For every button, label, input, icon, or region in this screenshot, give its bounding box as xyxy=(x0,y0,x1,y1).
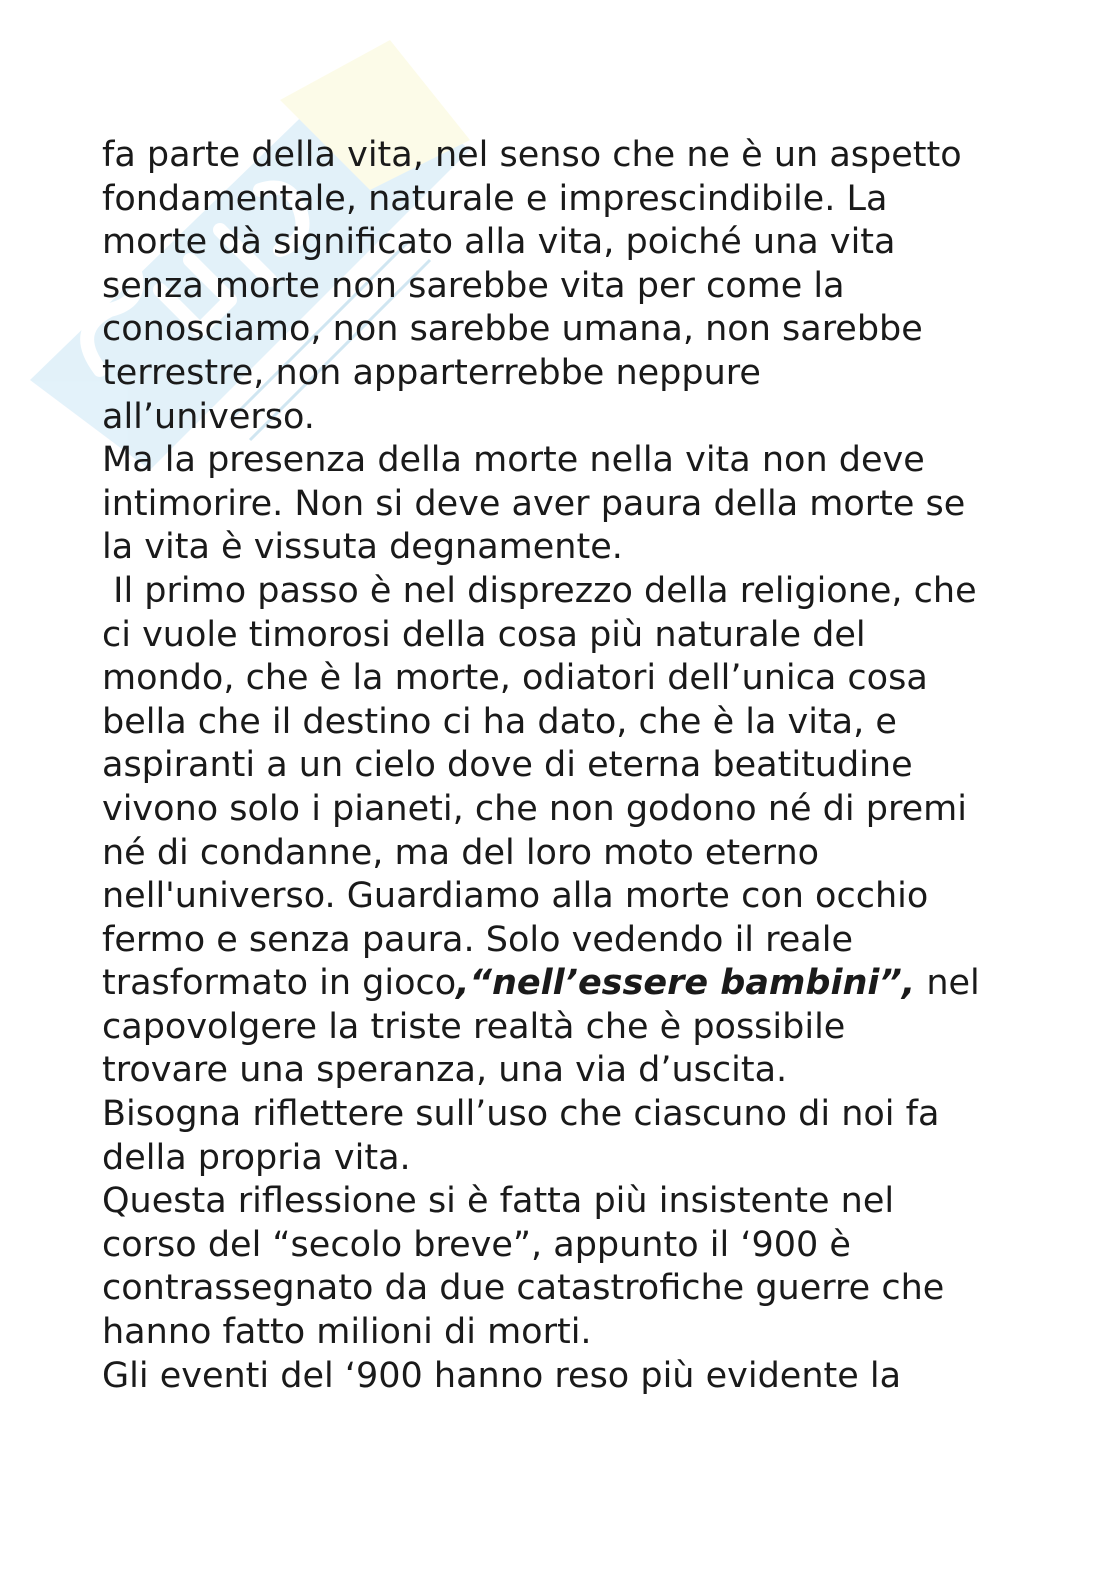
text-line: conosciamo, non sarebbe umana, non sarebbe xyxy=(102,309,923,350)
body-text xyxy=(102,134,1062,1398)
text-line: Gli eventi del ‘900 hanno reso più evidente la xyxy=(102,1355,902,1396)
text-line: fa parte della vita, nel senso che ne è un aspetto xyxy=(102,135,962,175)
text-line: corso del “secolo breve”, appunto il ‘900 è xyxy=(102,1224,851,1265)
text-line: all’universo. xyxy=(102,396,315,437)
text-line: la vita è vissuta degnamente. xyxy=(102,527,623,568)
text-line: capovolgere la triste realtà che è possibile xyxy=(102,1006,846,1047)
text-fragment: trasformato in gioco xyxy=(102,963,457,1004)
text-line: ci vuole timorosi della cosa più naturale del xyxy=(102,614,866,655)
text-line: né di condanne, ma del loro moto eterno xyxy=(102,832,820,873)
text-fragment: nel xyxy=(915,963,980,1004)
text-line: Ma la presenza della morte nella vita non deve xyxy=(102,440,925,481)
text-line: trovare una speranza, una via d’uscita. xyxy=(102,1050,788,1091)
text-line: Bisogna riflettere sull’uso che ciascuno di noi fa xyxy=(102,1094,940,1135)
text-line: morte dà significato alla vita, poiché una vita xyxy=(102,222,896,263)
text-line: vivono solo i pianeti, che non godono né di premi xyxy=(102,788,967,829)
text-line: bella che il destino ci ha dato, che è la vita, e xyxy=(102,701,897,742)
text-line: terrestre, non apparterrebbe neppure xyxy=(102,352,761,393)
text-line: fondamentale, naturale e imprescindibile. La xyxy=(102,178,888,219)
text-line: mondo, che è la morte, odiatori dell’unica cosa xyxy=(102,658,928,699)
text-line: hanno fatto milioni di morti. xyxy=(102,1312,592,1353)
text-line: Il primo passo è nel disprezzo della religione, che xyxy=(102,570,977,611)
text-line: contrassegnato da due catastrofiche guerre che xyxy=(102,1268,945,1309)
emphasis-text-line xyxy=(102,962,1062,1006)
text-line: nell'universo. Guardiamo alla morte con occhio xyxy=(102,876,929,917)
text-line: fermo e senza paura. Solo vedendo il reale xyxy=(102,919,854,960)
text-line: Questa riflessione si è fatta più insistente nel xyxy=(102,1181,895,1222)
text-line: aspiranti a un cielo dove di eterna beatitudine xyxy=(102,745,913,786)
text-line: intimorire. Non si deve aver paura della morte se xyxy=(102,483,966,524)
text-line: senza morte non sarebbe vita per come la xyxy=(102,265,845,306)
text-line: della propria vita. xyxy=(102,1137,411,1178)
emphasized-quote: ,“nell’essere bambini”, xyxy=(456,963,916,1004)
